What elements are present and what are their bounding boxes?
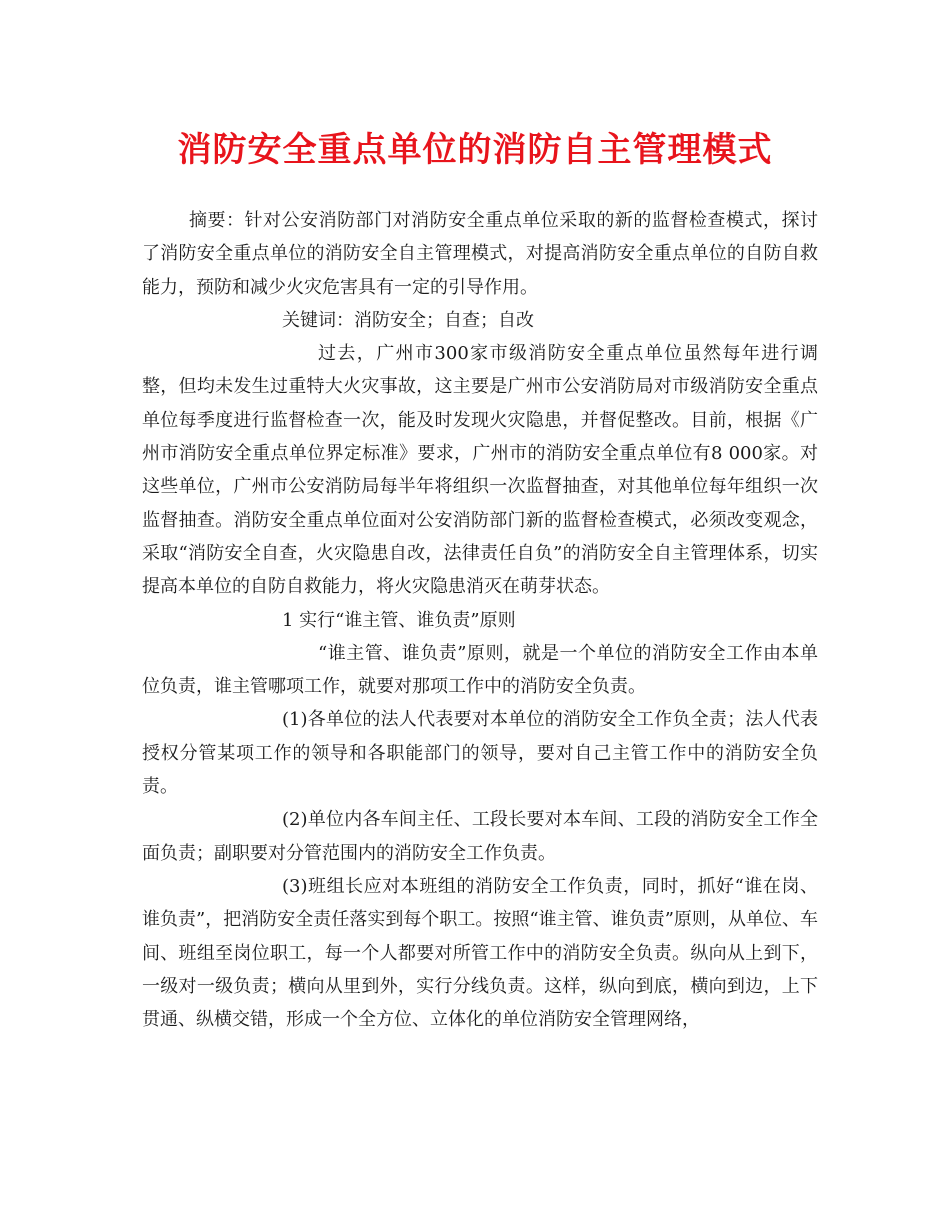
document-body: [142, 204, 818, 1036]
intro-paragraph: 过去，广州市300家市级消防安全重点单位虽然每年进行调整，但均未发生过重特大火灾事故，这主要是广州市公安消防局对市级消防安全重点单位每季度进行监督检查一次，能及时发现火灾隐患，并督促整改。目前，根据《广州市消防安全重点单位界定标准》要求，广州市的消防安全重点单位有8 000家。对这些单位，广州市公安消防局每半年将组织一次监督抽查，对其他单位每年组织一次监督抽查。消防安全重点单位面对公安消防部门新的监督检查模式，必须改变观念，采取“消防安全自查，火灾隐患自改，法律责任自负”的消防安全自主管理体系，切实提高本单位的自防自救能力，将火灾隐患消灭在萌芽状态。: [142, 343, 818, 598]
abstract-paragraph: 摘要：针对公安消防部门对消防安全重点单位采取的新的监督检查模式，探讨了消防安全重点单位的消防安全自主管理模式，对提高消防安全重点单位的自防自救能力，预防和减少火灾危害具有一定的引导作用。: [142, 210, 818, 298]
list-item: (3)班组长应对本班组的消防安全工作负责，同时，抓好“谁在岗、谁负责”，把消防安全责任落实到每个职工。按照“谁主管、谁负责”原则，从单位、车间、班组至岗位职工，每一个人都要对所管工作中的消防安全负责。纵向从上到下，一级对一级负责；横向从里到外，实行分线负责。这样，纵向到底，横向到边，上下贯通、纵横交错，形成一个全方位、立体化的单位消防安全管理网络，: [142, 875, 818, 1031]
list-item: (2)单位内各车间主任、工段长要对本车间、工段的消防安全工作全面负责；副职要对分管范围内的消防安全工作负责。: [142, 809, 818, 864]
section-paragraph: “谁主管、谁负责”原则，就是一个单位的消防安全工作由本单位负责，谁主管哪项工作，就要对那项工作中的消防安全负责。: [142, 642, 818, 698]
document-title: 消防安全重点单位的消防自主管理模式: [177, 130, 773, 170]
keywords-line: 关键词：消防安全；自查；自改: [282, 309, 534, 331]
section-heading: 1 实行“谁主管、谁负责”原则: [282, 609, 516, 631]
list-item: (1)各单位的法人代表要对本单位的消防安全工作负全责；法人代表授权分管某项工作的领导和各职能部门的领导，要对自己主管工作中的消防安全负责。: [142, 709, 818, 798]
